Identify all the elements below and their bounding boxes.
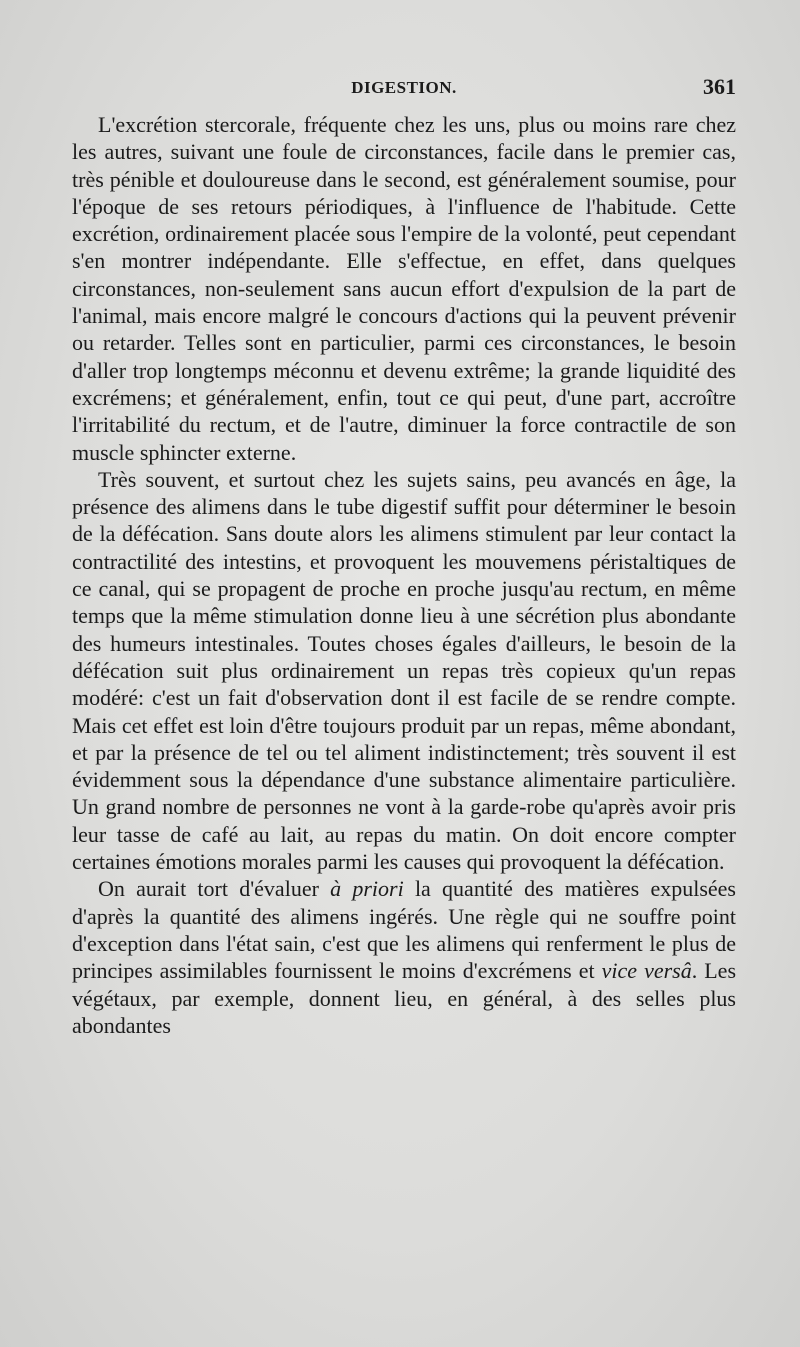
text-body [72, 111, 736, 1039]
paragraph-text: On aurait tort d'évaluer [98, 876, 331, 902]
running-title: DIGESTION. [351, 78, 457, 97]
paragraph-2 [72, 466, 736, 875]
paragraph-text: . Les végétaux, par exemple, donnent lieu, en général, à des selles plus abondantes [72, 958, 737, 1038]
italic-phrase: à priori [330, 876, 404, 902]
page-number: 361 [703, 74, 736, 99]
paragraph-text: Très souvent, et surtout chez les sujets sains, peu avancés en âge, la présence des alimens dans le tube digestif suffit pour déterminer le besoin de la défécation. Sans doute alors les alimens stimulent par leur contact la contractilité des intestins, et provoquent les mouvemens péristaltiques de ce canal, qui se propagent de proche en proche jusqu'au rectum, en même temps que la même stimulation donne lieu à une sécrétion plus abondante des humeurs intestinales. Toutes choses égales d'ailleurs, le besoin de la défécation suit plus ordinairement un repas très copieux qu'un repas modéré: c'est un fait d'observation dont il est facile de se rendre compte. Mais cet effet est loin d'être toujours produit par un repas, même abondant, et par la présence de tel ou tel aliment indistinctement; très souvent il est évidemment sous la dépendance d'une substance alimentaire particulière. Un grand nombre de personnes ne vont à la garde-robe qu'après avoir pris leur tasse de café au lait, au repas du matin. On doit encore compter certaines émotions morales parmi les causes qui provoquent la défécation. [72, 466, 736, 875]
paragraph-1 [72, 111, 736, 466]
paragraph-text: L'excrétion stercorale, fréquente chez les uns, plus ou moins rare chez les autres, suivant une foule de circonstances, facile dans le premier cas, très pénible et douloureuse dans le second, est généralement soumise, pour l'époque de ses retours périodiques, à l'influence de l'habitude. Cette excrétion, ordinairement placée sous l'empire de la volonté, peut cependant s'en montrer indépendante. Elle s'effectue, en effet, dans quelques circonstances, non-seulement sans aucun effort d'expulsion de la part de l'animal, mais encore malgré le concours d'actions qui la peuvent prévenir ou retarder. Telles sont en particulier, parmi ces circonstances, le besoin d'aller trop longtemps méconnu et devenu extrême; la grande liquidité des excrémens; et généralement, enfin, tout ce qui peut, d'une part, accroître l'irritabilité du rectum, et de l'autre, diminuer la force contractile de son muscle sphincter externe. [72, 112, 736, 465]
running-head [72, 74, 736, 104]
paragraph-3 [72, 875, 736, 1039]
paragraph-text: la quantité des matières expulsées d'après la quantité des alimens ingérés. Une règle qui ne souffre point d'exception dans l'état sain, c'est que les alimens qui renferment le plus de principes assimilables fournissent le moins d'excrémens et [72, 876, 736, 984]
italic-phrase: vice versâ [601, 958, 692, 984]
